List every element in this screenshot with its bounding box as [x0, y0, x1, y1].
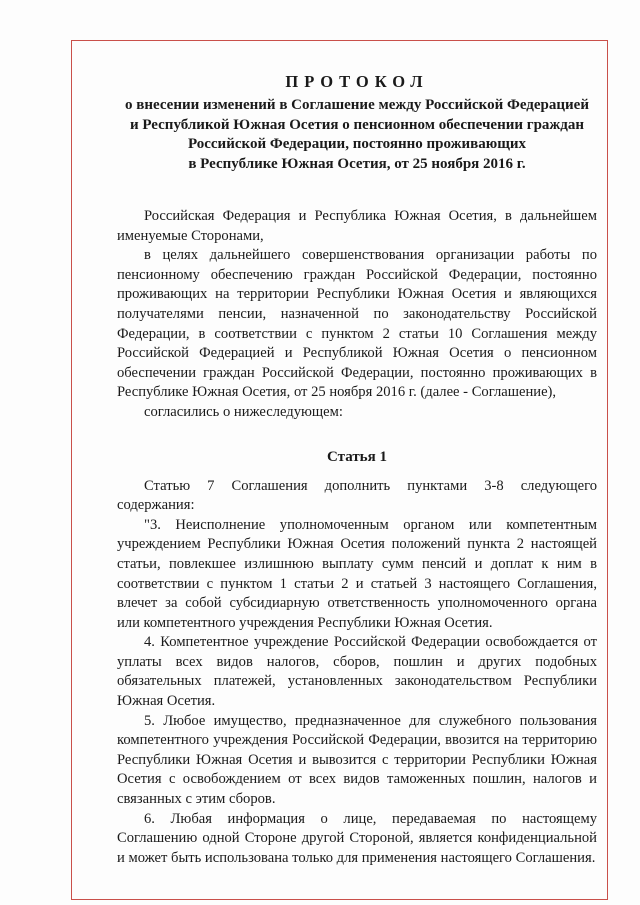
document-subtitle	[117, 96, 597, 174]
subtitle-line: о внесении изменений в Соглашение между Российской Федерацией	[125, 97, 589, 113]
subtitle-line: Российской Федерации, постоянно проживающих	[187, 136, 527, 152]
document-title: ПРОТОКОЛ	[285, 72, 429, 91]
article-paragraph: 4. Компетентное учреждение Российской Федерации освобождается от уплаты всех видов налогов, сборов, пошлин и других подобных обязательных платежей, установленных законодательством Республики Южная Осетия.	[117, 634, 597, 710]
document-content	[117, 72, 597, 868]
article-1-heading: Статья 1	[327, 448, 387, 465]
subtitle-line: в Республике Южная Осетия, от 25 ноября 2016 г.	[188, 155, 526, 172]
article-paragraph: 6. Любая информация о лице, передаваемая по настоящему Соглашению одной Стороне другой Стороной, является конфиденциальной и может быть использована только для применения настоящего Соглашения.	[117, 810, 597, 866]
article-paragraph: Статью 7 Соглашения дополнить пунктами 3-8 следующего содержания:	[117, 477, 597, 514]
subtitle-line: и Республикой Южная Осетия о пенсионном обеспечении граждан	[129, 116, 585, 133]
preamble-paragraph: согласились о нижеследующем:	[144, 403, 343, 420]
preamble-paragraph: в целях дальнейшего совершенствования организации работы по пенсионному обеспечению граждан Российской Федерации, постоянно проживающих на территории Республики Южная Осетия и являющихся получателями пенсии, назначенной по законодательству Российской Федерации, в соответствии с пунктом 2 статьи 10 Соглашения между Российской Федерацией и Республикой Южная Осетия о пенсионном обеспечении граждан Российской Федерации, постоянно проживающих в Республике Южная Осетия, от 25 ноября 2016 г. (далее - Соглашение),	[117, 247, 597, 401]
preamble-paragraph: Российская Федерация и Республика Южная Осетия, в дальнейшем именуемые Сторонами,	[117, 208, 597, 244]
document-body	[117, 207, 597, 868]
article-paragraph: 5. Любое имущество, предназначенное для служебного пользования компетентного учреждения Российской Федерации, ввозится на территорию Республики Южная Осетия и вывозится с территории Республики Южная Осетия с освобождением от всех видов таможенных пошлин, налогов и связанных с этим сборов.	[117, 712, 597, 808]
article-paragraph: "3. Неисполнение уполномоченным органом или компетентным учреждением Республики Южная Осетия положений пункта 2 настоящей статьи, повлекшее излишнюю выплату сумм пенсий и доплат к ним в соответствии с пунктом 1 статьи 2 и статьей 3 настоящего Соглашения, влечет за собой субсидиарную ответственность уполномоченного органа или компетентного учреждения Республики Южная Осетия.	[117, 516, 597, 631]
